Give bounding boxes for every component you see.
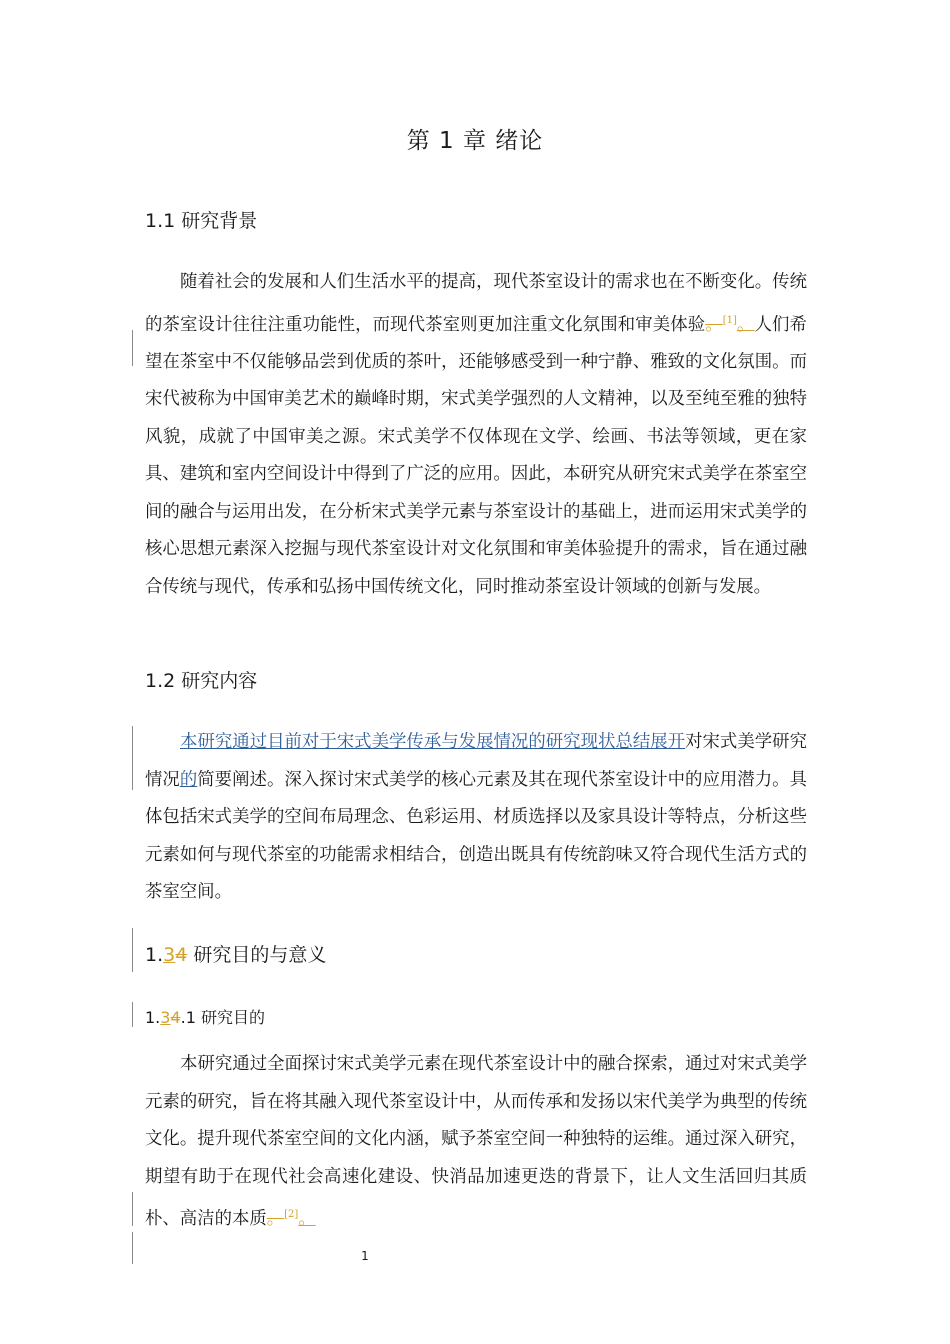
page-number: 1: [361, 1249, 369, 1263]
section-heading-1-2: 1.2 研究内容: [145, 670, 258, 692]
heading-number: 1.: [145, 1008, 161, 1027]
revision-bar: [132, 1192, 133, 1226]
paragraph-text: 对宋式美学研究情况: [145, 732, 807, 790]
paragraph-text: 随着社会的发展和人们生活水平的提高，现代茶室设计的需求也在不断变化。传统的茶室设计往往注重功能性，而现代茶室则更加注重文化氛围和审美体验: [145, 272, 807, 335]
inserted-mark: 。: [298, 1208, 316, 1229]
revision-bar: [132, 330, 133, 366]
revision-bar: [132, 928, 133, 972]
revision-bar: [132, 1002, 133, 1027]
heading-number: 1.: [145, 944, 164, 966]
paragraph-text: 简要阐述。深入探讨宋式美学的核心元素及其在现代茶室设计中的应用潜力。具体包括宋式美学的空间布局理念、色彩运用、材质选择以及家具设计等特点，分析这些元素如何与现代茶室的功能需求相结合，创造出既具有传统韵味又符合现代生活方式的茶室空间。: [145, 769, 807, 902]
deleted-mark: 4: [170, 1008, 181, 1027]
subsection-heading-1-3-1: [145, 1005, 265, 1028]
heading-text: 研究目的与意义: [187, 944, 327, 966]
heading-text: .1 研究目的: [180, 1008, 265, 1027]
linked-text[interactable]: 的: [179, 769, 198, 790]
paragraph-content: [145, 724, 807, 912]
citation-ref[interactable]: [1]: [722, 314, 737, 326]
inserted-mark: 。: [736, 314, 755, 335]
citation-ref[interactable]: [2]: [284, 1209, 299, 1220]
deleted-mark: 4: [175, 944, 188, 966]
section-heading-1-1: 1.1 研究背景: [145, 210, 258, 232]
chapter-title: 第 1 章 绪论: [406, 128, 544, 154]
paragraph-text: 本研究通过全面探讨宋式美学元素在现代茶室设计中的融合探索，通过对宋式美学元素的研究，旨在将其融入现代茶室设计中，从而传承和发扬以宋代美学为典型的传统文化。提升现代茶室空间的文化内涵，赋予茶室空间一种独特的运维。通过深入研究，期望有助于在现代社会高速化建设、快消品加速更迭的背景下，让人文生活回归其质朴、高洁的本质: [145, 1054, 807, 1229]
paragraph-background: [145, 264, 807, 606]
inserted-mark: 3: [160, 1008, 171, 1027]
inserted-mark: 3: [163, 944, 176, 966]
paragraph-text: 人们希望在茶室中不仅能够品尝到优质的茶叶，还能够感受到一种宁静、雅致的文化氛围。而宋代被称为中国审美艺术的巅峰时期，宋式美学强烈的人文精神，以及至纯至雅的独特风貌，成就了中国审美之源。宋式美学不仅体现在文学、绘画、书法等领域，更在家具、建筑和室内空间设计中得到了广泛的应用。因此，本研究从研究宋式美学在茶室空间的融合与运用出发，在分析宋式美学元素与茶室设计的基础上，进而运用宋式美学的核心思想元素深入挖掘与现代茶室设计对文化氛围和审美体验提升的需求，旨在通过融合传统与现代，传承和弘扬中国传统文化，同时推动茶室设计领域的创新与发展。: [145, 314, 807, 597]
linked-text[interactable]: 本研究通过目前对于宋式美学传承与发展情况的研究现状总结展开: [180, 732, 686, 752]
deleted-mark: 。: [266, 1208, 285, 1229]
paragraph-purpose: [145, 1046, 807, 1238]
section-heading-1-3: [145, 940, 326, 967]
deleted-mark: 。: [705, 314, 723, 335]
revision-bar: [132, 726, 133, 790]
